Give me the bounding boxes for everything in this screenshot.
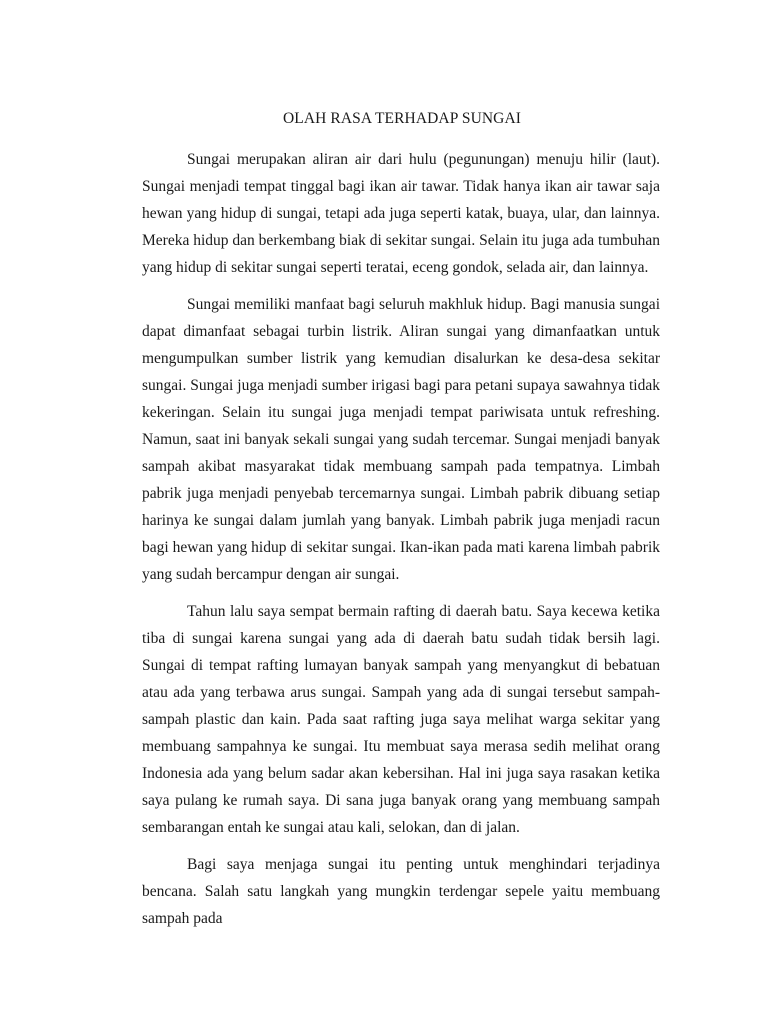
- paragraph: Sungai memiliki manfaat bagi seluruh makhluk hidup. Bagi manusia sungai dapat dimanfaat sebagai turbin listrik. Aliran sungai yang dimanfaatkan untuk mengumpulkan sumber listrik yang kemudian disalurkan ke desa-desa sekitar sungai. Sungai juga menjadi sumber irigasi bagi para petani supaya sawahnya tidak kekeringan. Selain itu sungai juga menjadi tempat pariwisata untuk refreshing. Namun, saat ini banyak sekali sungai yang sudah tercemar. Sungai menjadi banyak sampah akibat masyarakat tidak membuang sampah pada tempatnya. Limbah pabrik juga menjadi penyebab tercemarnya sungai. Limbah pabrik dibuang setiap harinya ke sungai dalam jumlah yang banyak. Limbah pabrik juga menjadi racun bagi hewan yang hidup di sekitar sungai. Ikan-ikan pada mati karena limbah pabrik yang sudah bercampur dengan air sungai.: [142, 296, 660, 583]
- document-title: OLAH RASA TERHADAP SUNGAI: [282, 110, 522, 127]
- paragraph: Sungai merupakan aliran air dari hulu (pegunungan) menuju hilir (laut). Sungai menjadi tempat tinggal bagi ikan air tawar. Tidak hanya ikan air tawar saja hewan yang hidup di sungai, tetapi ada juga seperti katak, buaya, ular, dan lainnya. Mereka hidup dan berkembang biak di sekitar sungai. Selain itu juga ada tumbuhan yang hidup di sekitar sungai seperti teratai, eceng gondok, selada air, dan lainnya.: [142, 151, 660, 276]
- document-body: [142, 146, 660, 942]
- paragraph: Tahun lalu saya sempat bermain rafting di daerah batu. Saya kecewa ketika tiba di sungai karena sungai yang ada di daerah batu sudah tidak bersih lagi. Sungai di tempat rafting lumayan banyak sampah yang menyangkut di bebatuan atau ada yang terbawa arus sungai. Sampah yang ada di sungai tersebut sampah-sampah plastic dan kain. Pada saat rafting juga saya melihat warga sekitar yang membuang sampahnya ke sungai. Itu membuat saya merasa sedih melihat orang Indonesia ada yang belum sadar akan kebersihan. Hal ini juga saya rasakan ketika saya pulang ke rumah saya. Di sana juga banyak orang yang membuang sampah sembarangan entah ke sungai atau kali, selokan, dan di jalan.: [142, 603, 660, 836]
- paragraph: Bagi saya menjaga sungai itu penting untuk menghindari terjadinya bencana. Salah satu langkah yang mungkin terdengar sepele yaitu membuang sampah pada: [142, 856, 660, 927]
